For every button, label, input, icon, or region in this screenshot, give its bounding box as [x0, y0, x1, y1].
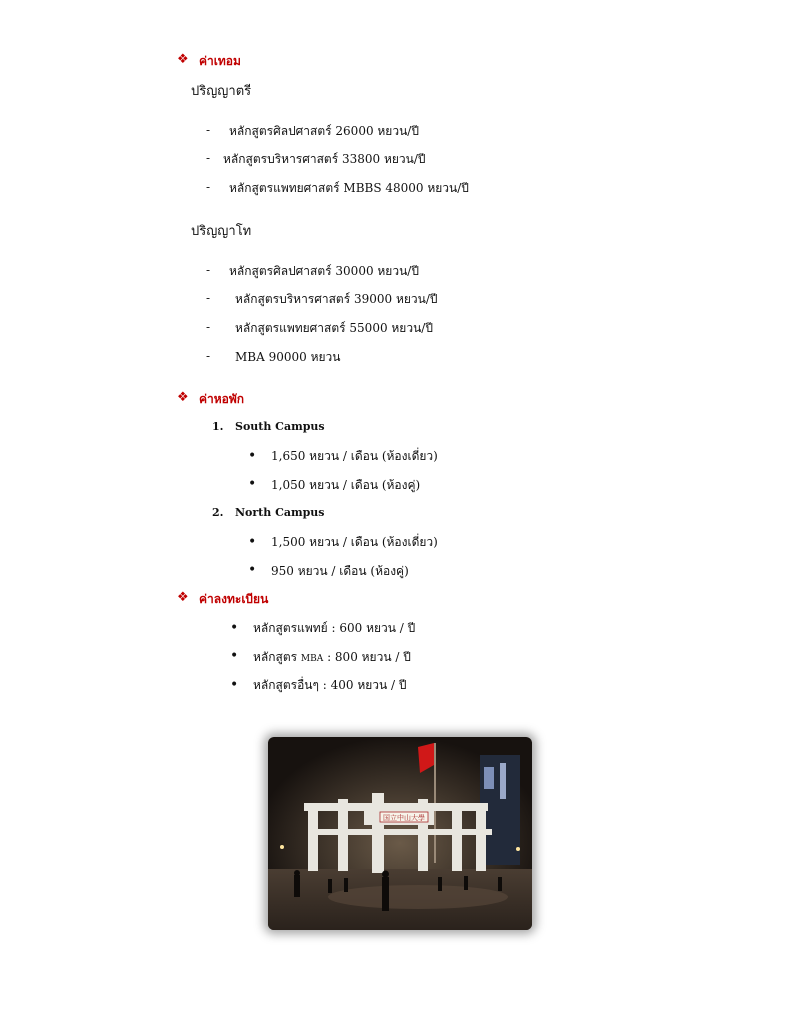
list-item: 950 หยวน / เดือน (ห้องคู่): [271, 564, 409, 578]
bullet-icon: •: [248, 562, 257, 578]
bullet-icon: •: [230, 648, 239, 664]
mba-small-caps: MBA: [300, 654, 324, 664]
tuition-heading: ค่าเทอม: [199, 54, 241, 68]
bullet-icon: •: [230, 620, 239, 636]
campus-name: South Campus: [235, 420, 325, 433]
dash-marker: -: [206, 151, 211, 165]
diamond-bullet-icon: ❖: [177, 390, 189, 405]
list-item: หลักสูตรศิลปศาสตร์ 30000 หยวน/ปี: [229, 264, 419, 278]
list-item: หลักสูตรแพทยศาสตร์ 55000 หยวน/ปี: [235, 321, 433, 335]
university-gate-photo: [268, 737, 532, 930]
bullet-icon: •: [248, 476, 257, 492]
diamond-bullet-icon: ❖: [177, 52, 189, 67]
bullet-icon: •: [248, 448, 257, 464]
dormitory-heading: ค่าหอพัก: [199, 392, 245, 406]
dash-marker: -: [206, 291, 211, 305]
list-item: MBA 90000 หยวน: [235, 350, 341, 364]
bullet-icon: •: [230, 677, 239, 693]
diamond-bullet-icon: ❖: [177, 590, 189, 605]
campus-number: 2.: [212, 506, 224, 519]
list-item: 1,650 หยวน / เดือน (ห้องเดี่ยว): [271, 449, 438, 463]
dash-marker: -: [206, 180, 211, 194]
gate-sign-text: 国立中山大學: [383, 814, 425, 822]
list-item: หลักสูตร MBA : 800 หยวน / ปี: [253, 650, 411, 664]
list-item: หลักสูตรบริหารศาสตร์ 33800 หยวน/ปี: [223, 152, 426, 166]
master-label: ปริญญาโท: [191, 224, 252, 239]
list-item: หลักสูตรแพทย์ : 600 หยวน / ปี: [253, 621, 416, 635]
dash-marker: -: [206, 123, 211, 137]
list-item: หลักสูตรบริหารศาสตร์ 39000 หยวน/ปี: [235, 292, 438, 306]
list-item: หลักสูตรศิลปศาสตร์ 26000 หยวน/ปี: [229, 124, 419, 138]
bullet-icon: •: [248, 534, 257, 550]
campus-number: 1.: [212, 420, 224, 433]
dash-marker: -: [206, 349, 211, 363]
list-item: 1,050 หยวน / เดือน (ห้องคู่): [271, 478, 421, 492]
dash-marker: -: [206, 263, 211, 277]
list-item: 1,500 หยวน / เดือน (ห้องเดี่ยว): [271, 535, 438, 549]
dash-marker: -: [206, 320, 211, 334]
campus-name: North Campus: [235, 506, 325, 519]
list-item: หลักสูตรอื่นๆ : 400 หยวน / ปี: [253, 678, 407, 692]
registration-heading: ค่าลงทะเบียน: [199, 592, 269, 606]
list-item: หลักสูตรแพทยศาสตร์ MBBS 48000 หยวน/ปี: [229, 181, 469, 195]
bachelor-label: ปริญญาตรี: [191, 84, 252, 99]
